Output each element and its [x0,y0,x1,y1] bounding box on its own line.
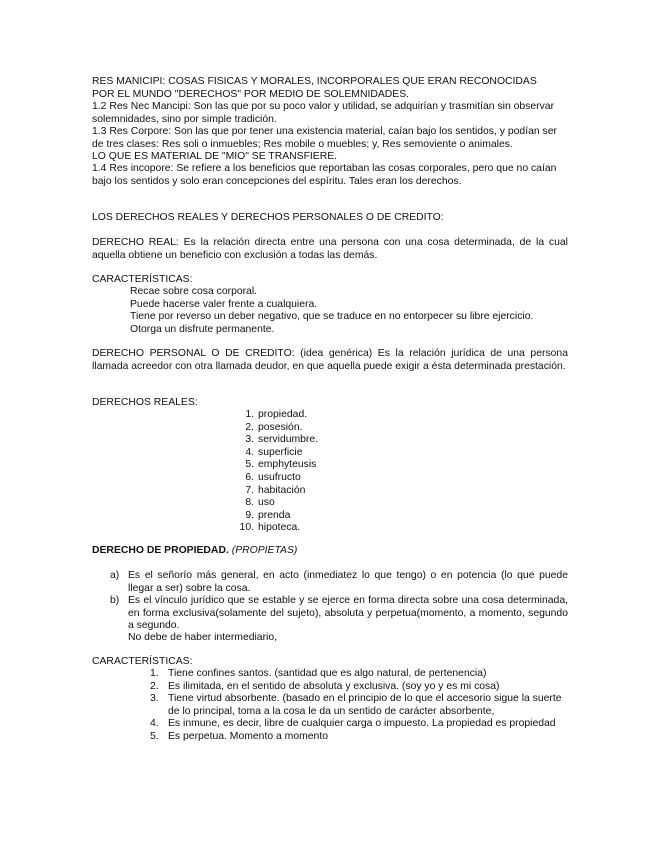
propiedad-definitions [110,570,568,633]
paragraph-res-incopore: 1.4 Res incopore: Se refiere a los beneficios que reportaban las cosas corporales, pero que no caían bajo los sentidos y solo eran concepciones del espíritu. Tales eran los derechos. [92,163,557,187]
paragraph-res-corpore: 1.3 Res Corpore: Son las que por tener una existencia material, caían bajo los sentidos, y podían ser de tres clases: Res soli o inmuebles; Res mobile o muebles; y, Res semoviente o animales. [92,126,557,150]
list-item: 1. propiedad. [245,409,308,420]
list-item: 4. superficie [245,446,303,458]
list-item: 8. uso [245,497,275,509]
heading-derecho-propiedad [92,545,568,558]
caracteristicas-title-1: CARACTERÍSTICAS: [92,274,193,285]
list-item: 5. emphyteusis [245,459,317,471]
list-item: 9. prenda [245,509,291,521]
derechos-reales-list [236,409,318,535]
paragraph-res-nec-mancipi: 1.2 Res Nec Mancipi: Son las que por su poco valor y utilidad, se adquirían y trasmitían sin observar solemnidades, sino por simple tradición. [92,101,555,125]
line-material-transfiere: LO QUE ES MATERIAL DE "MIO" SE TRANSFIERE. [92,151,338,162]
caracteristicas-list-2 [150,668,570,744]
caracteristica-item: Puede hacerse valer frente a cualquiera. [130,298,318,310]
list-item: 5. Es perpetua. Momento a momento [150,730,328,742]
caracteristica-item: Recae sobre cosa corporal. [130,286,258,297]
caracteristicas-title-2: CARACTERÍSTICAS: [92,656,193,667]
list-item: 6. usufructo [245,471,301,483]
list-item: 3. Tiene virtud absorbente. (basado en el principio de lo que el accesorio sigue la suerte de lo principal, toma a la cosa le da un sentido de carácter absorbente, [150,693,562,717]
note-intermediario: No debe de haber intermediario, [128,632,278,643]
list-item: 3. servidumbre. [245,434,319,446]
list-item: 4. Es inmune, es decir, libre de cualquier carga o impuesto. La propiedad es propiedad [150,718,556,730]
propiedad-subtitle: (PROPIETAS) [231,545,298,556]
paragraph-derecho-personal: DERECHO PERSONAL O DE CREDITO: (idea genérica) Es la relación jurídica de una persona llamada acreedor con otra llamada deudor, en que aquella puede exigir a ésta determinada prestación. [92,348,568,372]
propiedad-title: DERECHO DE PROPIEDAD. [92,545,229,556]
list-item: 2. posesión. [245,421,303,433]
list-item: 2. Es ilimitada, en el sentido de absoluta y exclusiva. (soy yo y es mi cosa) [150,680,500,692]
list-item: 10. hipoteca. [239,522,301,534]
caracteristica-item: Otorga un disfrute permanente. [130,323,275,335]
caracteristicas-list-1 [130,286,570,336]
list-item: a) Es el señorío más general, en acto (inmediatez lo que tengo) o en potencia (lo que puede llegar a ser) sobre la cosa. [110,570,568,594]
intro-line-1: RES MANICIPI: COSAS FISICAS Y MORALES, INCORPORALES QUE ERAN RECONOCIDAS [92,76,537,87]
list-item: 1. Tiene confines santos. (santidad que es algo natural, de pertenencia) [150,668,487,679]
heading-derechos-reales-personales: LOS DERECHOS REALES Y DERECHOS PERSONALES O DE CREDITO: [92,212,444,223]
intro-line-2: POR EL MUNDO "DERECHOS" POR MEDIO DE SOLEMNIDADES. [92,89,410,100]
list-item: 7. habitación [245,484,306,496]
caracteristica-item: Tiene por reverso un deber negativo, que se traduce en no entorpecer su libre ejercicio. [130,311,534,323]
derechos-reales-title: DERECHOS REALES: [92,397,198,408]
list-item: b) Es el vínculo jurídico que se estable y se ejerce en forma directa sobre una cosa determinada, en forma exclusiva(solamente del sujeto), absoluta y perpetua(momento, a momento, segundo a segundo. [110,595,568,632]
paragraph-derecho-real: DERECHO REAL: Es la relación directa entre una persona con una cosa determinada, de la cual aquella obtiene un beneficio con exclusión a todas las demás. [92,237,568,261]
